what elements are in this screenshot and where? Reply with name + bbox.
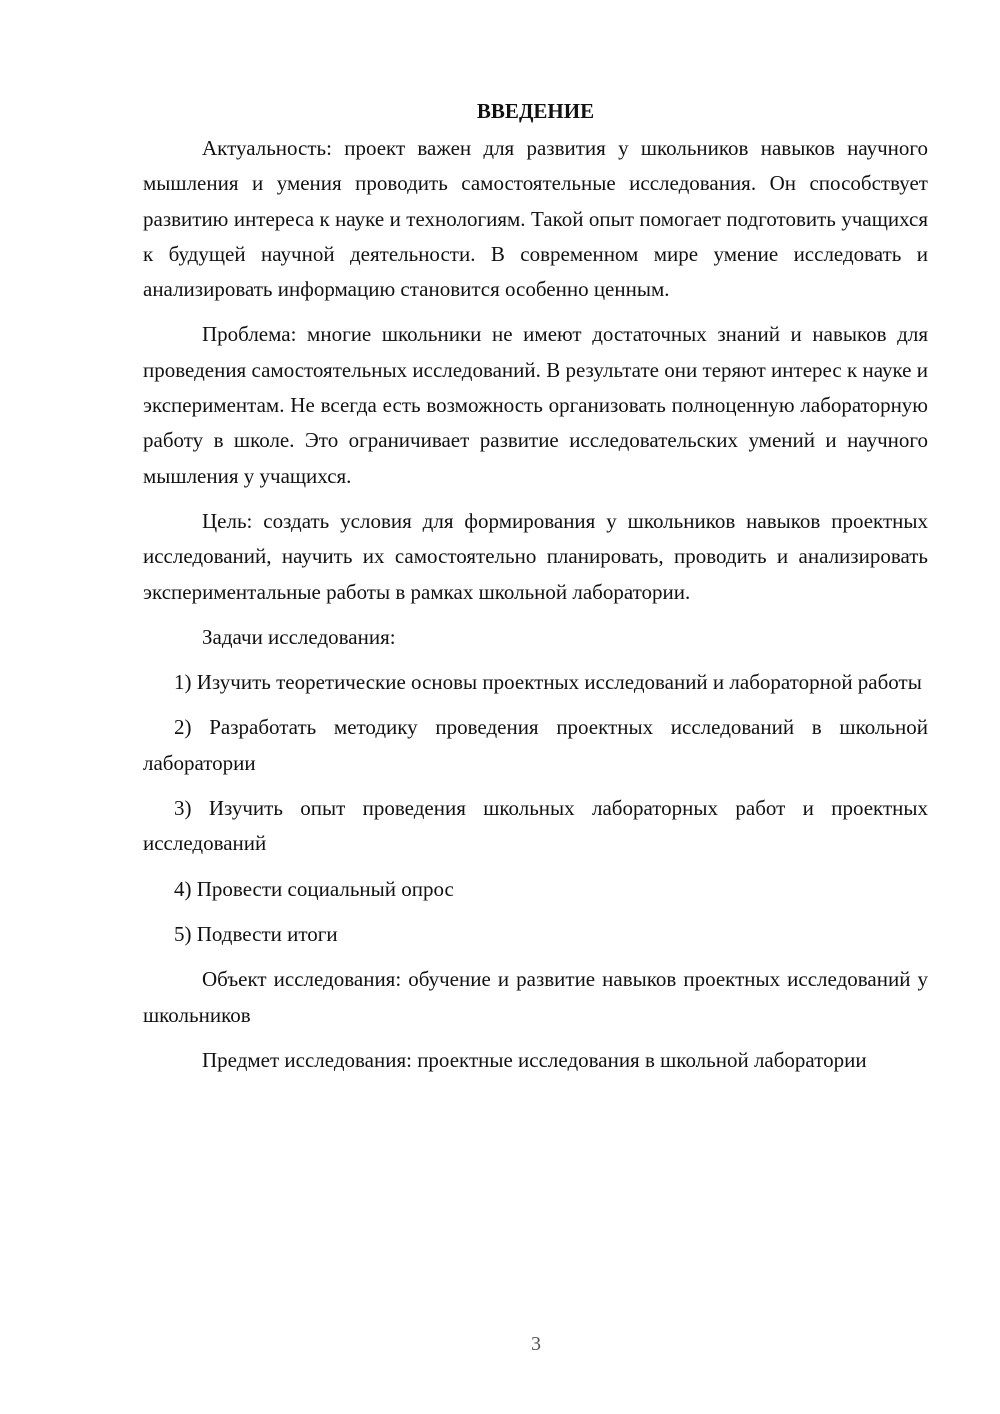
section-heading: ВВЕДЕНИЕ — [476, 99, 595, 123]
paragraph-object: Объект исследования: обучение и развитие навыков проектных исследований у школьников — [143, 967, 928, 1027]
paragraph-problem: Проблема: многие школьники не имеют достаточных знаний и навыков для проведения самостоятельных исследований. В результате они теряют интерес к науке и экспериментам. Не всегда есть возможность организовать полноценную лабораторную работу в школе. Это ограничивает развитие исследовательских умений и научного мышления у учащихся. — [143, 322, 928, 488]
task-item: 2) Разработать методику проведения проектных исследований в школьной лаборатории — [143, 715, 928, 775]
task-item: 1) Изучить теоретические основы проектных исследований и лабораторной работы — [174, 670, 922, 695]
task-item: 3) Изучить опыт проведения школьных лабораторных работ и проектных исследований — [143, 796, 928, 856]
document-page — [143, 96, 928, 1088]
page-number: 3 — [531, 1333, 541, 1355]
paragraph-goal: Цель: создать условия для формирования у школьников навыков проектных исследований, научить их самостоятельно планировать, проводить и анализировать экспериментальные работы в рамках школьной лаборатории. — [143, 508, 928, 604]
paragraph-subject: Предмет исследования: проектные исследования в школьной лаборатории — [202, 1047, 867, 1072]
paragraph-relevance: Актуальность: проект важен для развития у школьников навыков научного мышления и умения проводить самостоятельные исследования. Он способствует развитию интереса к науке и технологиям. Такой опыт помогает подготовить учащихся к будущей научной деятельности. В современном мире умение исследовать и анализировать информацию становится особенно ценным. — [143, 136, 928, 302]
tasks-title: Задачи исследования: — [202, 624, 396, 649]
task-item: 4) Провести социальный опрос — [174, 876, 454, 901]
task-item: 5) Подвести итоги — [174, 921, 338, 946]
